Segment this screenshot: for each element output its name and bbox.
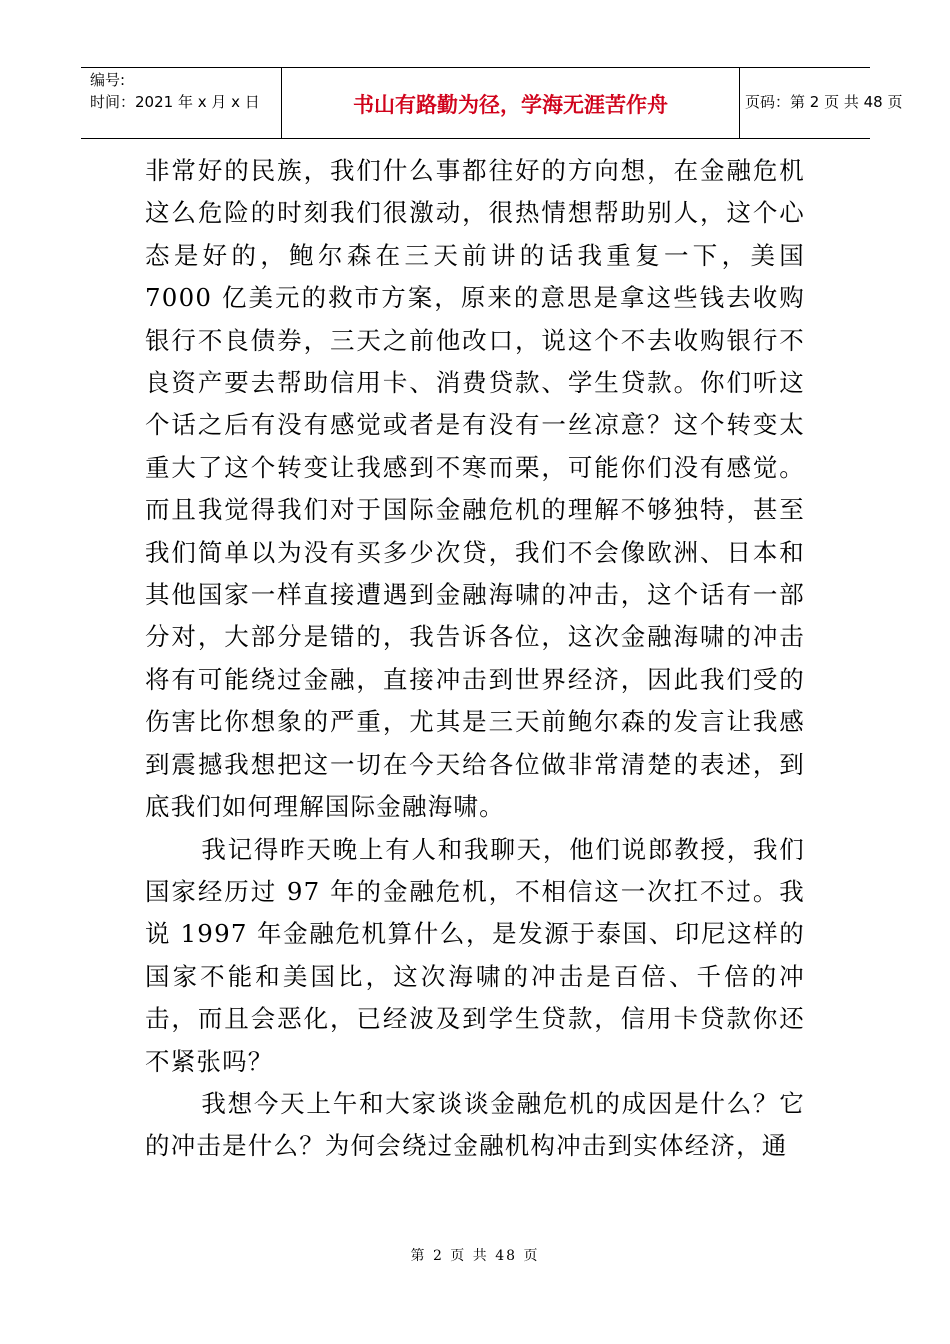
body-paragraph-1: 非常好的民族，我们什么事都往好的方向想，在金融危机这么危险的时刻我们很激动，很热情想帮助别人，这个心态是好的，鲍尔森在三天前讲的话我重复一下，美国 7000 亿美元的救市方案，原来的意思是拿这些钱去收购银行不良债券，三天之前他改口，说这个不去收购银行不良资产要去帮助信用卡、消费贷款、学生贷款。你们听这个话之后有没有感觉或者是有没有一丝凉意？这个转变太重大了这个转变让我感到不寒而栗，可能你们没有感觉。而且我觉得我们对于国际金融危机的理解不够独特，甚至我们简单以为没有买多少次贷，我们不会像欧洲、日本和其他国家一样直接遭遇到金融海啸的冲击，这个话有一部分对，大部分是错的，我告诉各位，这次金融海啸的冲击将有可能绕过金融，直接冲击到世界经济，因此我们受的伤害比你想象的严重，尤其是三天前鲍尔森的发言让我感到震撼我想把这一切在今天给各位做非常清楚的表述，到底我们如何理解国际金融海啸。 <box>145 156 805 822</box>
header-meta-cell <box>81 68 281 138</box>
document-code-label: 编号: <box>90 71 126 89</box>
header-motto-cell <box>281 68 740 138</box>
header-table <box>81 67 903 139</box>
page-footer: 第 2 页 共 48 页 <box>410 1248 540 1264</box>
header-page-cell <box>739 68 903 138</box>
body-paragraph-3: 我想今天上午和大家谈谈金融危机的成因是什么？它的冲击是什么？为何会绕过金融机构冲击到实体经济，通 <box>145 1088 805 1161</box>
header-motto: 书山有路勤为径，学海无涯苦作舟 <box>353 93 668 117</box>
body-paragraph-2: 我记得昨天晚上有人和我聊天，他们说郎教授，我们国家经历过 97 年的金融危机，不相信这一次扛不过。我说 1997 年金融危机算什么，是发源于泰国、印尼这样的国家不能和美国比，这次海啸的冲击是百倍、千倍的冲击，而且会恶化，已经波及到学生贷款，信用卡贷款你还不紧张吗？ <box>145 834 805 1076</box>
header-page-info: 页码：第 2 页 共 48 页 <box>745 93 903 111</box>
document-body <box>145 150 805 1168</box>
document-time-label: 时间：2021 年 x 月 x 日 <box>90 93 260 111</box>
